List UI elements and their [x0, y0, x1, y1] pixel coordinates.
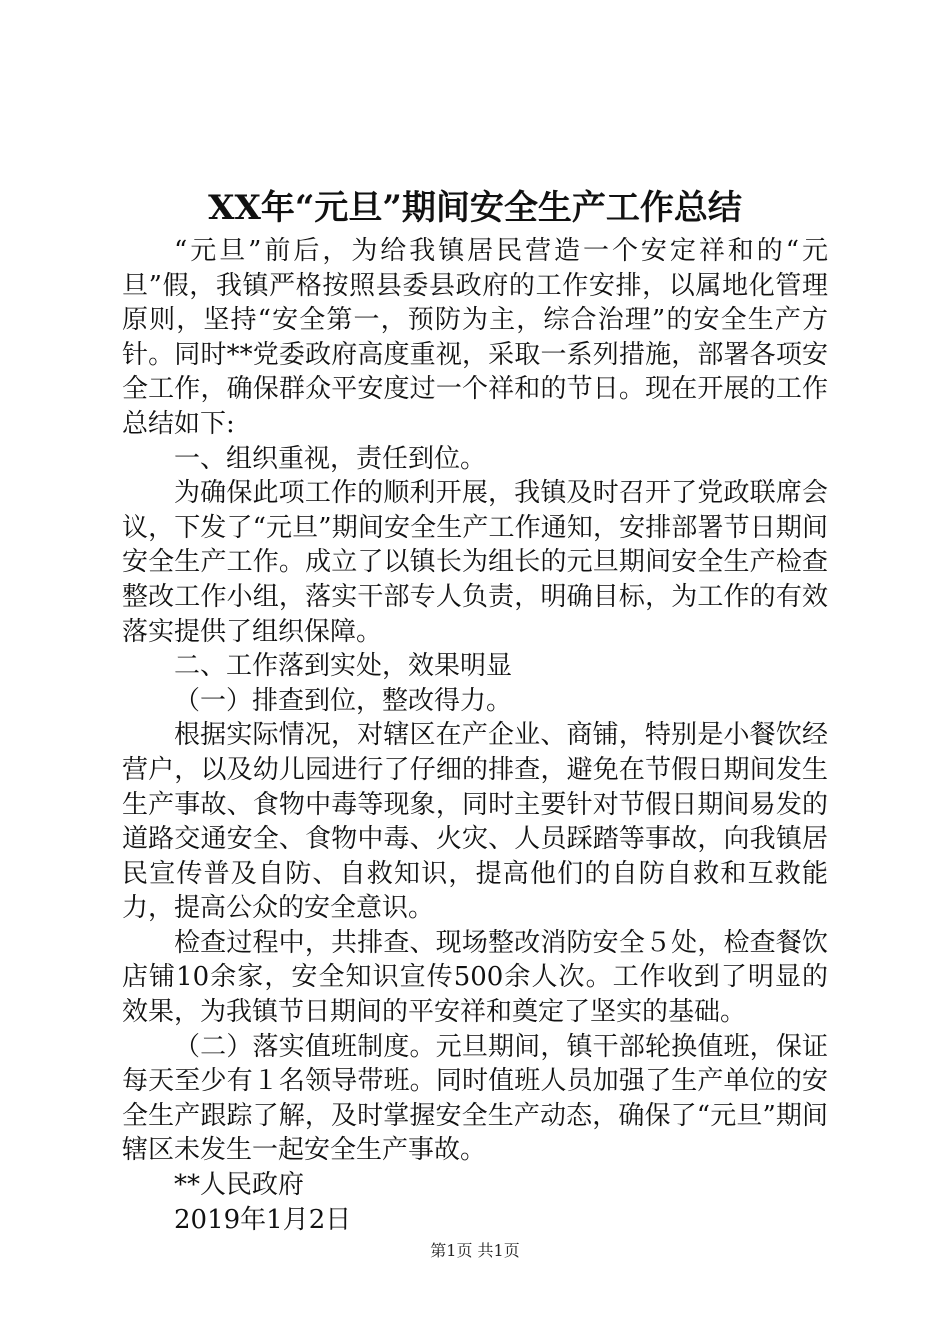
section-heading-1: 一、组织重视，责任到位。	[174, 443, 487, 474]
paragraph-duty-system: （二）落实值班制度。元旦期间，镇干部轮换值班，保证每天至少有１名领导带班。同时值班人员加强了生产单位的安全生产跟踪了解，及时掌握安全生产动态，确保了“元旦”期间辖区未发生一起安全生产事故。	[122, 1031, 828, 1166]
document-body	[122, 234, 828, 1237]
section-heading-2: 二、工作落到实处，效果明显	[174, 651, 513, 682]
paragraph-organization: 为确保此项工作的顺利开展，我镇及时召开了党政联席会议，下发了“元旦”期间安全生产工作通知，安排部署节日期间安全生产工作。成立了以镇长为组长的元旦期间安全生产检查整改工作小组，落实干部专人负责，明确目标，为工作的有效落实提供了组织保障。	[122, 478, 828, 647]
document-title: XX年“元旦”期间安全生产工作总结	[208, 188, 742, 228]
page-footer: 第1页 共1页	[430, 1241, 520, 1260]
subsection-heading-1: （一）排查到位，整改得力。	[174, 685, 513, 716]
paragraph-intro: “元旦”前后，为给我镇居民营造一个安定祥和的“元旦”假，我镇严格按照县委县政府的工作安排，以属地化管理原则，坚持“安全第一，预防为主，综合治理”的安全生产方针。同时**党委政府高度重视，采取一系列措施，部署各项安全工作，确保群众平安度过一个祥和的节日。现在开展的工作总结如下:	[122, 236, 828, 439]
signature-organization: **人民政府	[174, 1170, 305, 1201]
paragraph-inspection: 根据实际情况，对辖区在产企业、商铺，特别是小餐饮经营户，以及幼儿园进行了仔细的排查，避免在节假日期间发生生产事故、食物中毒等现象，同时主要针对节假日期间易发的道路交通安全、食物中毒、火灾、人员踩踏等事故，向我镇居民宣传普及自防、自救知识，提高他们的自防自救和互救能力，提高公众的安全意识。	[122, 720, 828, 924]
signature-date: 2019年1月2日	[174, 1204, 352, 1235]
paragraph-results: 检查过程中，共排查、现场整改消防安全５处，检查餐饮店铺10余家，安全知识宣传500余人次。工作收到了明显的效果，为我镇节日期间的平安祥和奠定了坚实的基础。	[122, 927, 828, 1028]
